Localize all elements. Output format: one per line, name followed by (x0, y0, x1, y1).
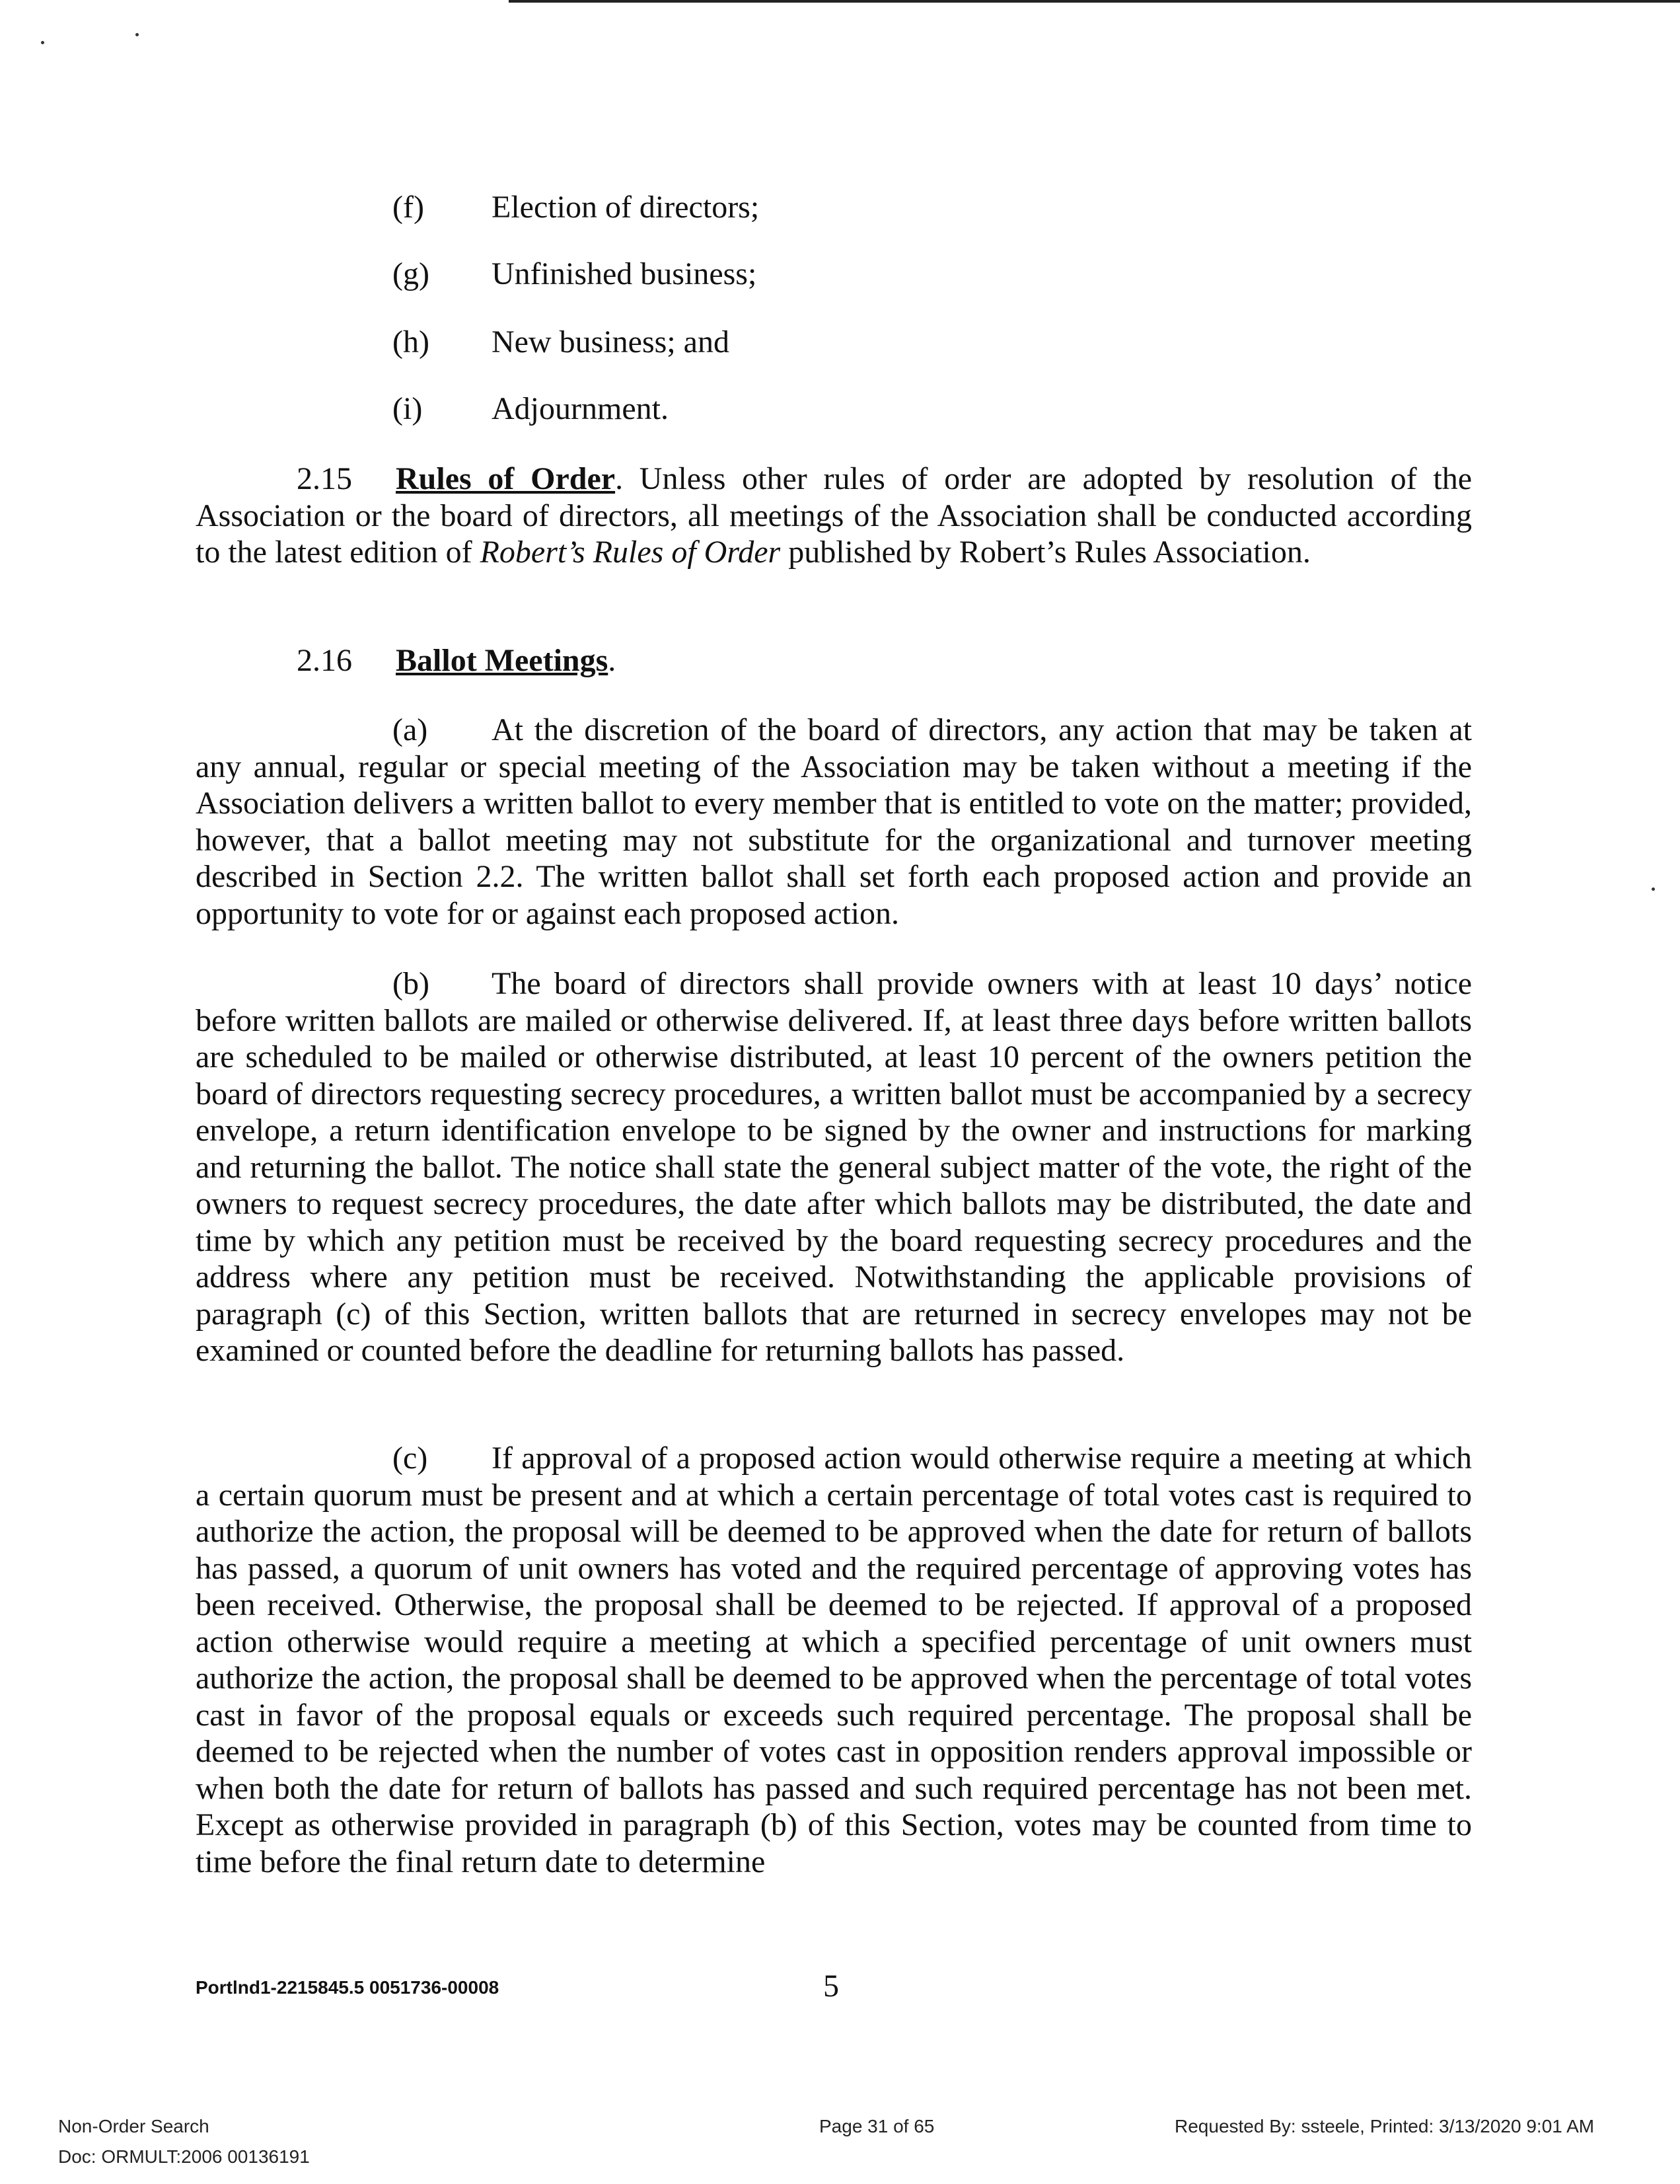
paragraph-label: (a) (392, 712, 428, 747)
section-number: 2.16 (297, 643, 352, 678)
bottom-bar-doc: Doc: ORMULT:2006 00136191 (58, 2146, 310, 2167)
list-item-text: New business; and (492, 324, 729, 359)
section-2-15-paragraph (196, 461, 1472, 571)
italic-title: Robert’s Rules of Order (480, 535, 781, 570)
list-item-label: (i) (392, 391, 423, 426)
section-heading: Rules of Order (396, 461, 616, 496)
page-number: 5 (823, 1969, 839, 2004)
paragraph-text: The board of directors shall provide owners with at least 10 days’ notice before written ballots are mailed or otherwise delivered. If, at least three days before written ballots are scheduled to be mailed or otherwise distributed, at least 10 percent of the owners petition the board of directors requesting secrecy procedures, a written ballot must be accompanied by a secrecy envelope, a return identification envelope to be signed by the owner and instructions for marking and returning the ballot. The notice shall state the general subject matter of the vote, the right of the owners to request secrecy procedures, the date after which ballots may be distributed, the date and time by which any petition must be received by the board requesting secrecy procedures and the address where any petition must be received. Notwithstanding the applicable provisions of paragraph (c) of this Section, written ballots that are returned in secrecy envelopes may not be examined or counted before the deadline for returning ballots has passed. (196, 966, 1472, 1368)
paragraph-c (196, 1440, 1472, 1880)
list-item-label: (f) (392, 190, 424, 225)
paragraph-b (196, 965, 1472, 1369)
bottom-bar-search: Non-Order Search (58, 2116, 209, 2136)
section-text: published by Robert’s Rules Association. (780, 535, 1311, 570)
list-item (392, 189, 759, 226)
list-item-text: Election of directors; (492, 190, 760, 225)
document-id: Portlnd1-2215845.5 0051736-00008 (196, 1977, 499, 1998)
list-item-label: (g) (392, 256, 429, 291)
paragraph-text: If approval of a proposed action would otherwise require a meeting at which a certain quorum must be present and at which a certain percentage of total votes cast is required to authorize the action, the proposal will be deemed to be approved when the date for return of ballots has passed, a quorum of unit owners has voted and the required percentage of approving votes has been received. Otherwise, the proposal shall be deemed to be rejected. If approval of a proposed action otherwise would require a meeting at which a specified percentage of unit owners must authorize the action, the proposal shall be deemed to be approved when the percentage of total votes cast in favor of the proposal equals or exceeds such required percentage. The proposal shall be deemed to be rejected when the number of votes cast in opposition renders approval impossible or when both the date for return of ballots has passed and such required percentage has not been met. Except as otherwise provided in paragraph (b) of this Section, votes may be counted from time to time before the final return date to determine (196, 1441, 1472, 1879)
paragraph-label: (c) (392, 1441, 428, 1476)
section-text: . Unless other rules of order are adopted by resolution of the Association or the board of directors, all meetings of the Association shall be conducted according to the latest edition of (196, 461, 1473, 570)
section-number: 2.15 (297, 461, 352, 496)
paragraph-text: At the discretion of the board of directors, any action that may be taken at any annual, regular or special meeting of the Association may be taken without a meeting if the Association delivers a written ballot to every member that is entitled to vote on the matter; provided, however, that a ballot meeting may not substitute for the organizational and turnover meeting described in Section 2.2. The written ballot shall set forth each proposed action and provide an opportunity to vote for or against each proposed action. (196, 712, 1472, 931)
heading-suffix: . (608, 643, 616, 678)
list-item (392, 256, 756, 293)
top-rule (509, 0, 1680, 3)
scan-speck (1652, 887, 1655, 891)
bottom-bar-page: Page 31 of 65 (819, 2116, 935, 2136)
scan-speck (135, 33, 139, 36)
list-item-text: Unfinished business; (492, 256, 757, 291)
paragraph-label: (b) (392, 966, 429, 1001)
scan-speck (41, 41, 44, 44)
list-item (392, 391, 669, 428)
section-2-16-heading (297, 642, 616, 679)
list-item-label: (h) (392, 324, 429, 359)
paragraph-a (196, 712, 1472, 932)
list-item (392, 324, 729, 361)
bottom-bar-requested: Requested By: ssteele, Printed: 3/13/2020 9:01 AM (1175, 2116, 1595, 2136)
list-item-text: Adjournment. (492, 391, 669, 426)
section-heading: Ballot Meetings (396, 643, 608, 678)
